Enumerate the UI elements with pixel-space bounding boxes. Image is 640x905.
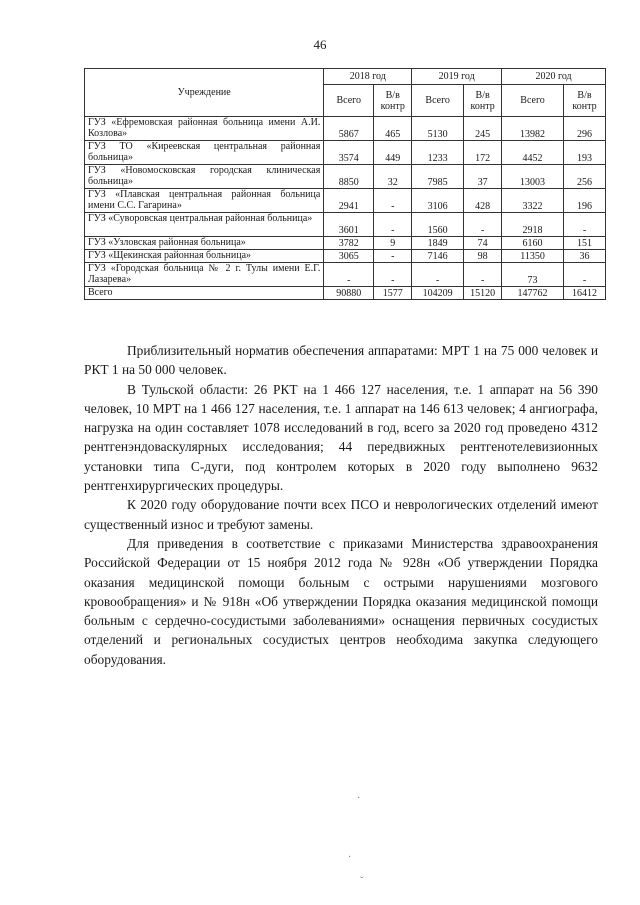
table-cell: - (464, 263, 502, 287)
institution-name: ГУЗ «Городская больница № 2 г. Тулы имени Е.Г. Лазарева» (85, 263, 324, 287)
table-cell: 2918 (502, 213, 564, 237)
table-cell: 5130 (412, 117, 464, 141)
table-cell: 151 (564, 237, 606, 250)
table-cell: 3601 (324, 213, 374, 237)
institution-name: ГУЗ «Новомосковская городская клиническая больница» (85, 165, 324, 189)
table-cell: 256 (564, 165, 606, 189)
paragraph: Для приведения в соответствие с приказами Министерства здравоохранения Российской Федерации от 15 ноября 2012 года № 928н «Об утверждении Порядка оказания медицинской помощи больным с острыми нарушениями мозгового кровообращения» и № 918н «Об утверждении Порядка оказания медицинской помощи больным с сердечно-сосудистыми заболеваниями» оснащения первичных сосудистых отделений и региональных сосудистых центров необходима закупка следующего оборудования. (84, 535, 598, 667)
table-cell: 245 (464, 117, 502, 141)
table-cell: - (374, 189, 412, 213)
table-cell: 8850 (324, 165, 374, 189)
total-label: Всего (85, 287, 324, 300)
institution-name: ГУЗ «Суворовская центральная районная больница» (85, 213, 324, 237)
table-cell: 1849 (412, 237, 464, 250)
table-cell: 3065 (324, 250, 374, 263)
iv-header: В/в контр (464, 85, 502, 117)
table-cell: 15120 (464, 287, 502, 300)
institution-name: ГУЗ «Щекинская районная больница» (85, 250, 324, 263)
table-cell: 196 (564, 189, 606, 213)
table-row (85, 250, 606, 263)
table-row (85, 263, 606, 287)
table-cell: 37 (464, 165, 502, 189)
table-cell: - (564, 213, 606, 237)
table-cell: 172 (464, 141, 502, 165)
equipment-table (84, 68, 606, 300)
table-cell: 104209 (412, 287, 464, 300)
institution-name: ГУЗ «Ефремовская районная больница имени А.И. Козлова» (85, 117, 324, 141)
table-cell: 3574 (324, 141, 374, 165)
total-header: Всего (412, 85, 464, 117)
table-cell: 1560 (412, 213, 464, 237)
table-cell: 3322 (502, 189, 564, 213)
page-number: 46 (313, 37, 327, 52)
paragraph: Приблизительный норматив обеспечения аппаратами: МРТ 1 на 75 000 человек и РКТ 1 на 50 000 человек. (84, 343, 598, 378)
institution-name: ГУЗ «Узловская районная больница» (85, 237, 324, 250)
table-row (85, 213, 606, 237)
table-cell: 5867 (324, 117, 374, 141)
table-cell: 1577 (374, 287, 412, 300)
scan-speck: ˇ (360, 876, 364, 887)
table-cell: - (324, 263, 374, 287)
table-cell: 73 (502, 263, 564, 287)
table-cell: 1233 (412, 141, 464, 165)
total-row (85, 287, 606, 300)
total-header: Всего (324, 85, 374, 117)
institution-name: ГУЗ «Плавская центральная районная больница имени С.С. Гагарина» (85, 189, 324, 213)
table-cell: 449 (374, 141, 412, 165)
table-cell: 32 (374, 165, 412, 189)
table-cell: - (374, 213, 412, 237)
total-header: Всего (502, 85, 564, 117)
table-cell: 13982 (502, 117, 564, 141)
table-cell: 9 (374, 237, 412, 250)
table-row (85, 189, 606, 213)
table-cell: 296 (564, 117, 606, 141)
table-cell: 7985 (412, 165, 464, 189)
table-cell: 428 (464, 189, 502, 213)
table-cell: - (464, 213, 502, 237)
iv-header: В/в контр (374, 85, 412, 117)
table-row (85, 141, 606, 165)
paragraph: К 2020 году оборудование почти всех ПСО и неврологических отделений имеют существенный износ и требуют замены. (84, 497, 598, 532)
table-row (85, 117, 606, 141)
table-cell: 3106 (412, 189, 464, 213)
year-header: 2019 год (412, 69, 502, 85)
institution-header: Учреждение (85, 69, 324, 117)
table-cell: 11350 (502, 250, 564, 263)
iv-header: В/в контр (564, 85, 606, 117)
table-cell: 2941 (324, 189, 374, 213)
table-cell: - (412, 263, 464, 287)
paragraph: В Тульской области: 26 РКТ на 1 466 127 населения, т.е. 1 аппарат на 56 390 человек, 10 МРТ на 1 466 127 населения, т.е. 1 аппарат на 146 613 человек; 4 ангиографа, нагрузка на один составляет 1078 исследований в год, всего за 2020 год проведено 4312 рентгенэндоваскулярных исследования; 44 передвижных рентгенотелевизионных установки типа С-дуги, под контролем которых в 2020 году выполнено 9632 рентгенхирургических процедуры. (84, 381, 598, 494)
table-cell: - (374, 250, 412, 263)
table-cell: 465 (374, 117, 412, 141)
table-cell: 98 (464, 250, 502, 263)
table-cell: 36 (564, 250, 606, 263)
scan-speck: · (357, 793, 361, 804)
table-cell: 7146 (412, 250, 464, 263)
table-cell: 74 (464, 237, 502, 250)
year-header: 2018 год (324, 69, 412, 85)
table-cell: 4452 (502, 141, 564, 165)
table-cell: - (564, 263, 606, 287)
table-cell: 193 (564, 141, 606, 165)
table-cell: 16412 (564, 287, 606, 300)
body-text (84, 341, 598, 669)
table-cell: 6160 (502, 237, 564, 250)
institution-name: ГУЗ ТО «Киреевская центральная районная больница» (85, 141, 324, 165)
year-header: 2020 год (502, 69, 606, 85)
table-cell: - (374, 263, 412, 287)
table-row (85, 237, 606, 250)
table-cell: 90880 (324, 287, 374, 300)
table-cell: 3782 (324, 237, 374, 250)
table-cell: 147762 (502, 287, 564, 300)
scan-speck: · (348, 852, 352, 863)
table-row (85, 165, 606, 189)
table-cell: 13003 (502, 165, 564, 189)
